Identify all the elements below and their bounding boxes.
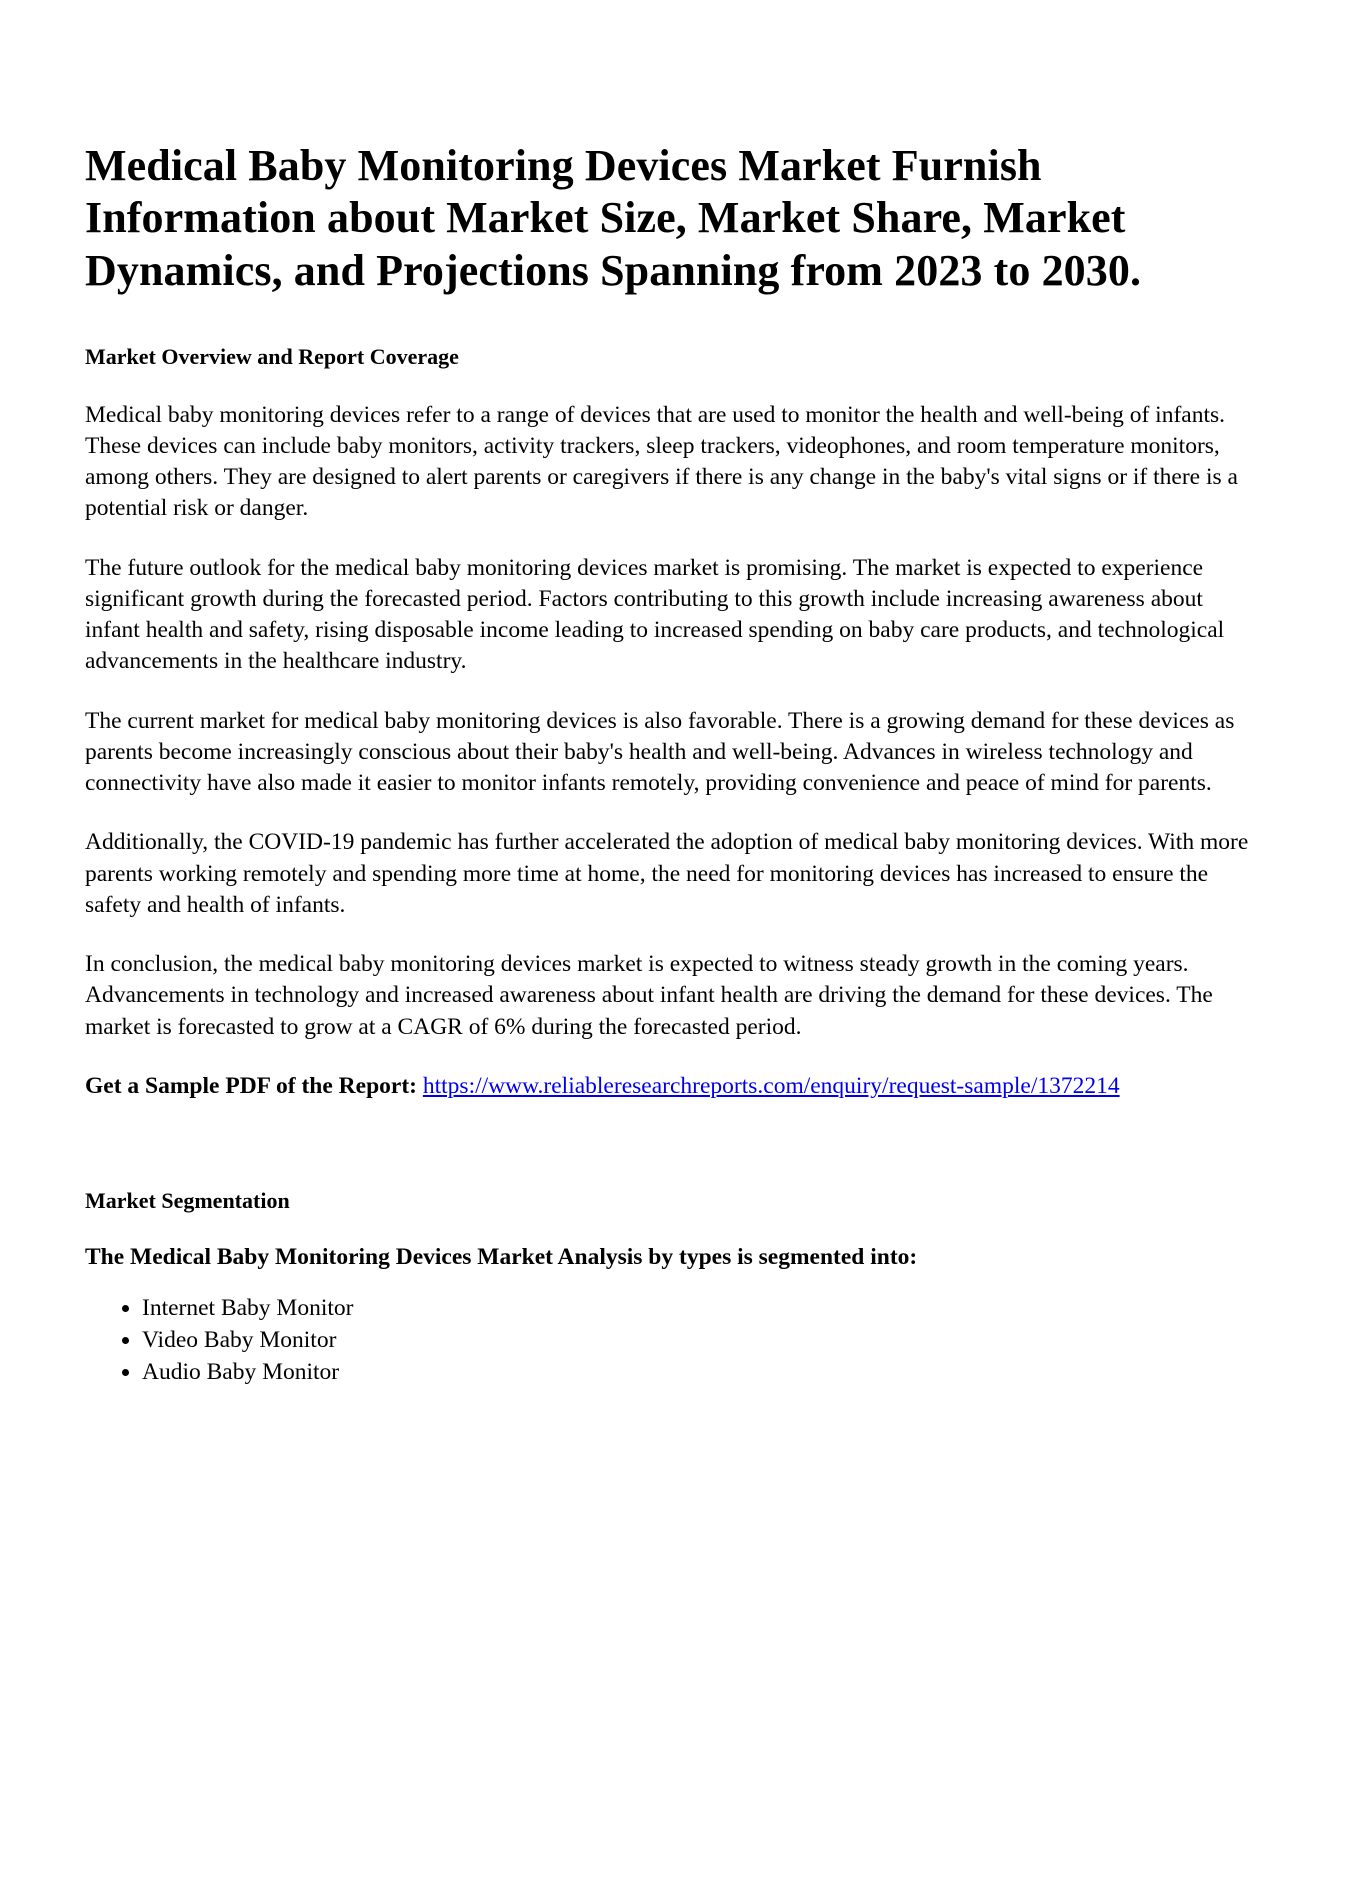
- segmentation-types-subheading: The Medical Baby Monitoring Devices Market Analysis by types is segmented into:: [85, 1244, 918, 1271]
- paragraph-conclusion: In conclusion, the medical baby monitoring devices market is expected to witness steady growth in the coming years. Advancements in technology and increased awareness about infant health are driving the demand for these devices. The market is forecasted to grow at a CAGR of 6% during the forecasted period.: [85, 951, 1213, 1040]
- page-title: Medical Baby Monitoring Devices Market Furnish Information about Market Size, Market Share, Market Dynamics, and Projections Spanning from 2023 to 2030.: [85, 141, 1142, 295]
- paragraph-definition: Medical baby monitoring devices refer to a range of devices that are used to monitor the health and well-being of infants. These devices can include baby monitors, activity trackers, sleep trackers, videophones, and room temperature monitors, among others. They are designed to alert parents or caregivers if there is any change in the baby's vital signs or if there is a potential risk or danger.: [85, 401, 1238, 522]
- section-spacer: [85, 1102, 1260, 1188]
- paragraph-future-outlook: The future outlook for the medical baby monitoring devices market is promising. The market is expected to experience significant growth during the forecasted period. Factors contributing to this growth include increasing awareness about infant health and safety, rising disposable income leading to increased spending on baby care products, and technological advancements in the healthcare industry.: [85, 554, 1225, 675]
- market-overview-heading: Market Overview and Report Coverage: [85, 344, 459, 370]
- paragraph-covid-impact: Additionally, the COVID-19 pandemic has further accelerated the adoption of medical baby monitoring devices. With more parents working remotely and spending more time at home, the need for monitoring devices has increased to ensure the safety and health of infants.: [85, 829, 1249, 918]
- list-item: • Video Baby Monitor: [142, 1325, 1260, 1357]
- sample-pdf-line: [85, 1071, 1260, 1102]
- sample-pdf-link[interactable]: https://www.reliableresearchreports.com/enquiry/request-sample/1372214: [422, 1072, 1120, 1099]
- segmentation-types-list: [85, 1293, 1260, 1388]
- paragraph-current-market: The current market for medical baby monitoring devices is also favorable. There is a growing demand for these devices as parents become increasingly conscious about their baby's health and well-being. Advances in wireless technology and connectivity have also made it easier to monitor infants remotely, providing convenience and peace of mind for parents.: [85, 707, 1235, 797]
- sample-pdf-label: Get a Sample PDF of the Report:: [85, 1072, 417, 1099]
- list-item: • Internet Baby Monitor: [142, 1293, 1260, 1325]
- list-item: • Audio Baby Monitor: [142, 1357, 1260, 1389]
- market-segmentation-heading: Market Segmentation: [85, 1188, 290, 1214]
